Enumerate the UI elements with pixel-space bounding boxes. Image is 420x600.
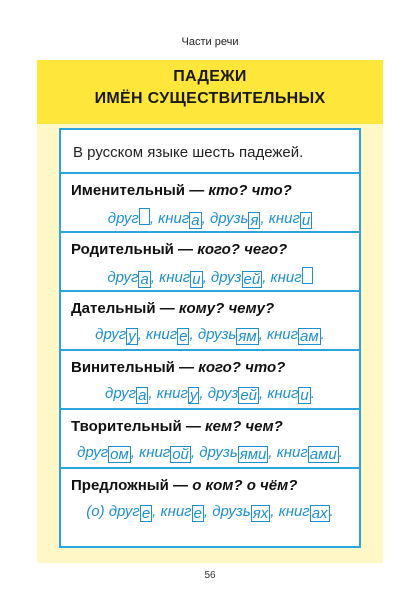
case-dash: —: [174, 359, 199, 376]
preposition-prefix: (о): [86, 503, 109, 520]
word-separator: ,: [262, 269, 271, 286]
word-stem: друг: [95, 326, 127, 343]
case-examples: [61, 503, 359, 522]
word-ending-box: е: [193, 505, 202, 522]
word-separator: ,: [152, 503, 161, 520]
case-dash: —: [181, 418, 206, 435]
case-row: [61, 349, 359, 411]
case-examples: [61, 208, 359, 229]
word-separator: .: [329, 503, 334, 520]
case-examples: [61, 326, 359, 345]
word-separator: ,: [268, 444, 277, 461]
word-stem: друг: [108, 503, 140, 520]
word-ending-box: и: [300, 387, 309, 404]
word-separator: ,: [258, 326, 267, 343]
section-header: Части речи: [181, 36, 239, 48]
case-name: Именительный: [71, 182, 186, 199]
case-question: кто? что?: [208, 182, 292, 199]
word-ending-box: ей: [243, 271, 261, 288]
word-stem: друз: [210, 269, 242, 286]
case-question: о ком? о чём?: [192, 477, 298, 494]
word-separator: .: [338, 444, 343, 461]
case-title: [71, 359, 285, 376]
word-separator: ,: [190, 444, 200, 461]
case-row: [61, 290, 359, 352]
case-row: [61, 467, 359, 529]
word-ending-box: [302, 267, 313, 284]
case-question: кому? чему?: [178, 300, 275, 317]
case-name: Родительный: [71, 241, 174, 258]
word-ending-box: и: [192, 271, 201, 288]
case-dash: —: [168, 477, 193, 494]
word-stem: книг: [270, 269, 302, 286]
word-stem: книг: [156, 385, 188, 402]
case-question: кого? чего?: [197, 241, 288, 258]
word-stem: друг: [107, 269, 139, 286]
word-stem: друзь: [199, 444, 238, 461]
word-separator: ,: [150, 269, 160, 286]
word-separator: .: [310, 385, 315, 402]
word-stem: друг: [105, 385, 137, 402]
case-row: [61, 172, 359, 234]
card-title-line-1: ПАДЕЖИ: [173, 68, 247, 85]
word-stem: друзь: [209, 210, 249, 227]
word-separator: ,: [189, 326, 198, 343]
case-question: кого? что?: [198, 359, 286, 376]
word-stem: друг: [77, 444, 109, 461]
case-examples: [61, 385, 359, 404]
word-stem: книг: [278, 503, 310, 520]
case-name: Предложный: [71, 477, 169, 494]
word-stem: книг: [160, 503, 192, 520]
page-number: 56: [204, 570, 216, 581]
title-band: [37, 60, 383, 124]
reference-card: [37, 60, 383, 563]
word-ending-box: а: [191, 212, 200, 229]
word-stem: друзь: [197, 326, 237, 343]
cases-table: [59, 128, 361, 548]
case-name: Творительный: [71, 418, 182, 435]
word-separator: ,: [201, 210, 210, 227]
case-title: [71, 477, 297, 494]
word-stem: книг: [158, 210, 190, 227]
case-dash: —: [173, 241, 198, 258]
word-ending-box: ям: [238, 328, 257, 345]
word-ending-box: ей: [240, 387, 257, 404]
word-separator: ,: [270, 503, 279, 520]
case-title: [71, 241, 287, 258]
card-title-line-2: ИМЁН СУЩЕСТВИТЕЛЬНЫХ: [94, 90, 326, 107]
case-question: кем? чем?: [205, 418, 283, 435]
word-separator: ,: [149, 210, 159, 227]
word-separator: ,: [148, 385, 157, 402]
word-stem: книг: [139, 444, 171, 461]
word-stem: книг: [159, 269, 191, 286]
word-separator: ,: [130, 444, 140, 461]
case-examples: [61, 444, 359, 463]
case-dash: —: [155, 300, 179, 317]
word-separator: ,: [259, 385, 268, 402]
word-ending-box: и: [301, 212, 311, 229]
word-ending-box: я: [250, 212, 259, 229]
word-ending-box: ами: [309, 446, 337, 463]
word-ending-box: ам: [300, 328, 319, 345]
word-ending-box: ях: [252, 505, 269, 522]
word-ending-box: е: [179, 328, 188, 345]
case-title: [71, 182, 292, 199]
word-stem: книг: [266, 326, 299, 343]
word-separator: ,: [202, 269, 211, 286]
intro-text: В русском языке шесть падежей.: [73, 144, 304, 161]
word-stem: друг: [107, 210, 139, 227]
word-ending-box: а: [138, 387, 147, 404]
word-separator: ,: [199, 385, 208, 402]
case-title: [71, 300, 274, 317]
word-stem: книг: [146, 326, 178, 343]
word-ending-box: ом: [110, 446, 129, 463]
case-examples: [61, 267, 359, 288]
case-dash: —: [185, 182, 209, 199]
word-stem: друз: [207, 385, 239, 402]
word-separator: .: [320, 326, 325, 343]
word-ending-box: а: [140, 271, 149, 288]
word-stem: книг: [268, 210, 300, 227]
word-ending-box: у: [189, 387, 198, 404]
word-separator: ,: [260, 210, 269, 227]
case-name: Винительный: [71, 359, 175, 376]
word-separator: ,: [203, 503, 213, 520]
word-stem: книг: [276, 444, 308, 461]
word-ending-box: е: [141, 505, 151, 522]
word-ending-box: ой: [172, 446, 189, 463]
word-separator: ,: [137, 326, 147, 343]
word-stem: друзь: [212, 503, 251, 520]
case-name: Дательный: [71, 300, 156, 317]
word-ending-box: у: [128, 328, 136, 345]
word-stem: книг: [267, 385, 299, 402]
word-ending-box: [139, 208, 150, 225]
case-row: [61, 231, 359, 293]
word-ending-box: ями: [239, 446, 267, 463]
case-row: [61, 408, 359, 470]
word-ending-box: ах: [311, 505, 328, 522]
case-title: [71, 418, 283, 435]
